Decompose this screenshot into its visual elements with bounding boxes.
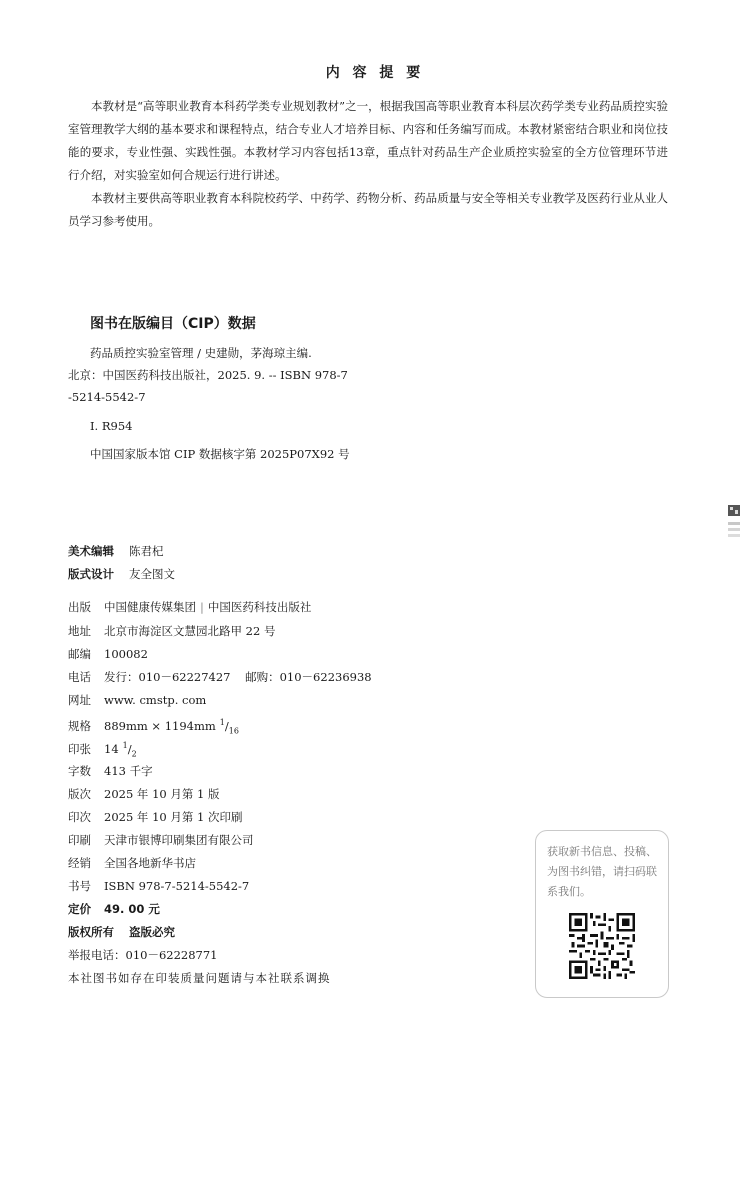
price-value: 49. 00 元 bbox=[104, 902, 160, 916]
qr-contact-text: 获取新书信息、投稿、为图书纠错，请扫码联系我们。 bbox=[547, 845, 657, 898]
website-value: www. cmstp. com bbox=[104, 693, 207, 707]
format-label: 规格 bbox=[68, 718, 91, 733]
words-value: 413 千字 bbox=[104, 764, 153, 778]
layout-design-value: 友全图文 bbox=[129, 567, 175, 581]
layout-design-row bbox=[68, 566, 175, 582]
summary-title: 内 容 提 要 bbox=[325, 65, 425, 81]
publisher-row bbox=[68, 599, 311, 615]
distributor-value: 全国各地新华书店 bbox=[104, 856, 196, 870]
cip-title: 图书在版编目（CIP）数据 bbox=[90, 316, 256, 332]
summary-paragraph-1: 本教材是“高等职业教育本科药学类专业规划教材”之一，根据我国高等职业教育本科层次药学类专业药品质控实验室管理教学大纲的基本要求和课程特点，结合专业人才培养目标、内容和任务编写而成。本教材紧密结合职业和岗位技能的要求，专业性强、实践性强。本教材学习内容包括13章，重点针对药品生产企业质控实验室的全方位管理环节进行介绍，对实验室如何合规运行进行讲述。 bbox=[68, 99, 668, 182]
publisher-group: 中国健康传媒集团 bbox=[104, 600, 196, 614]
distributor-row bbox=[68, 855, 196, 871]
art-editor-row bbox=[68, 543, 164, 559]
printing-value: 2025 年 10 月第 1 次印刷 bbox=[104, 810, 243, 824]
printing-row bbox=[68, 809, 243, 825]
words-label: 字数 bbox=[68, 764, 91, 778]
report-label: 举报电话： bbox=[68, 948, 126, 962]
price-row bbox=[68, 901, 160, 917]
sheets-numerator: 1 bbox=[122, 741, 128, 750]
publisher-label: 出版 bbox=[68, 600, 91, 614]
edition-value: 2025 年 10 月第 1 版 bbox=[104, 787, 220, 801]
cip-line-1: 药品质控实验室管理 / 史建勋，茅海琼主编. bbox=[90, 346, 312, 360]
sheets-label: 印张 bbox=[68, 741, 91, 756]
layout-design-label: 版式设计 bbox=[68, 567, 114, 581]
printer-label: 印刷 bbox=[68, 833, 91, 847]
isbn-label: 书号 bbox=[68, 879, 91, 893]
printer-row bbox=[68, 832, 254, 848]
format-row: 规格 889mm × 1194mm $^1/_{16}$ bbox=[68, 718, 239, 736]
side-logo-icon bbox=[728, 505, 742, 541]
art-editor-value: 陈君杞 bbox=[129, 544, 164, 558]
website-row bbox=[68, 692, 206, 708]
printing-label: 印次 bbox=[68, 810, 91, 824]
isbn-value: ISBN 978-7-5214-5542-7 bbox=[104, 879, 250, 893]
qr-contact-box bbox=[535, 830, 669, 998]
address-label: 地址 bbox=[68, 624, 91, 638]
price-label: 定价 bbox=[68, 902, 91, 916]
postcode-row bbox=[68, 646, 148, 662]
postcode-value: 100082 bbox=[104, 647, 148, 661]
phone-label: 电话 bbox=[68, 670, 91, 684]
copyright-label: 版权所有 bbox=[68, 925, 114, 939]
sheets-denominator: 2 bbox=[131, 749, 137, 759]
quality-notice: 本社图书如存在印装质量问题请与本社联系调换 bbox=[68, 971, 331, 985]
format-value: 889mm × 1194mm bbox=[104, 718, 216, 733]
address-value: 北京市海淀区文慧园北路甲 22 号 bbox=[104, 624, 276, 638]
copyright-row bbox=[68, 924, 175, 940]
cip-line-5: 中国国家版本馆 CIP 数据核字第 2025P07X92 号 bbox=[90, 447, 350, 461]
report-row bbox=[68, 947, 217, 963]
art-editor-label: 美术编辑 bbox=[68, 544, 114, 558]
phone-value: 发行：010－62227427 邮购：010－62236938 bbox=[104, 670, 372, 684]
publisher-name: 中国医药科技出版社 bbox=[207, 600, 312, 614]
format-denominator: 16 bbox=[228, 726, 239, 736]
sheets-value: 14 bbox=[104, 741, 119, 756]
postcode-label: 邮编 bbox=[68, 647, 91, 661]
cip-line-3: -5214-5542-7 bbox=[68, 390, 146, 404]
isbn-row bbox=[68, 878, 249, 894]
printer-value: 天津市银博印刷集团有限公司 bbox=[104, 833, 254, 847]
address-row bbox=[68, 623, 275, 639]
cip-line-2: 北京：中国医药科技出版社，2025. 9. -- ISBN 978-7 bbox=[68, 368, 348, 382]
qr-code-icon[interactable] bbox=[569, 913, 635, 979]
website-label: 网址 bbox=[68, 693, 91, 707]
publisher-separator: | bbox=[200, 600, 204, 614]
phone-row bbox=[68, 669, 372, 685]
cip-line-4: Ⅰ. R954 bbox=[90, 419, 133, 433]
distributor-label: 经销 bbox=[68, 856, 91, 870]
edition-row bbox=[68, 786, 220, 802]
edition-label: 版次 bbox=[68, 787, 91, 801]
sheets-row: 印张 14 $^1/_2$ bbox=[68, 741, 137, 759]
format-numerator: 1 bbox=[219, 718, 225, 727]
summary-paragraph-2: 本教材主要供高等职业教育本科院校药学、中药学、药物分析、药品质量与安全等相关专业教学及医药行业从业人员学习参考使用。 bbox=[68, 191, 668, 228]
report-value: 010－62228771 bbox=[125, 948, 218, 962]
words-row bbox=[68, 763, 153, 779]
copyright-value: 盗版必究 bbox=[129, 925, 175, 939]
